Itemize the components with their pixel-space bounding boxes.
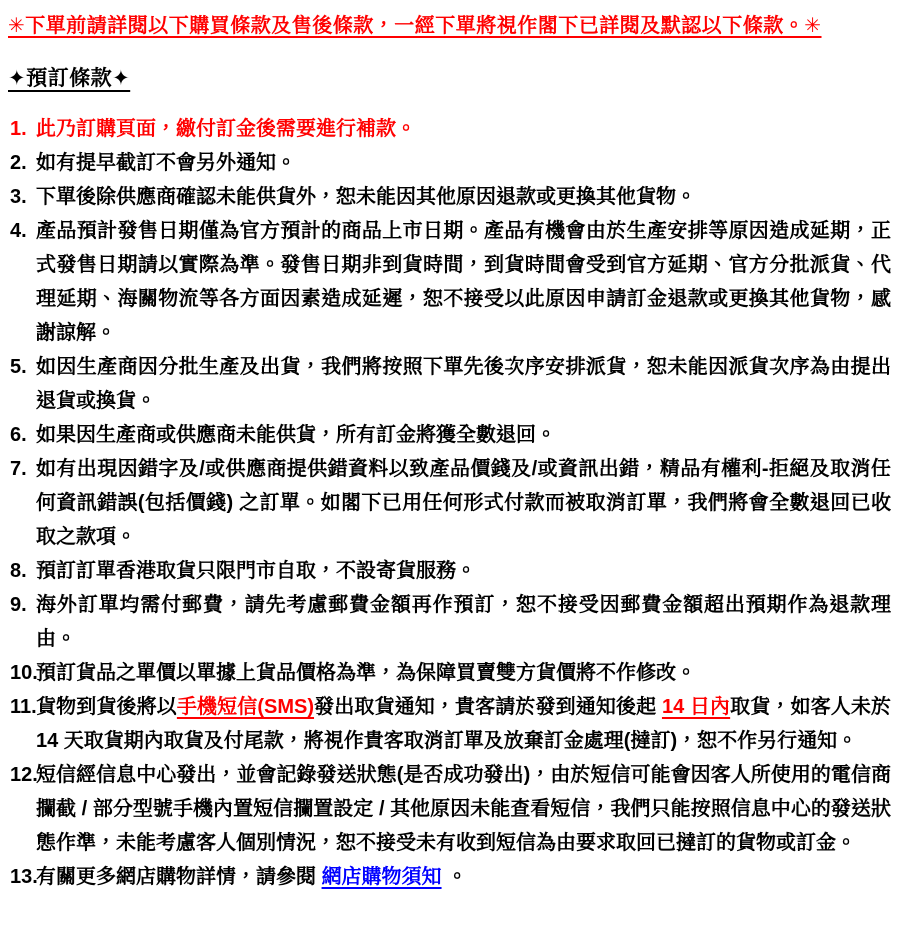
term-item — [6, 452, 891, 554]
term-item — [6, 758, 891, 860]
term-item — [6, 214, 891, 350]
term-number: 9. — [10, 594, 27, 616]
pickup-deadline-highlight: 14 日內 — [661, 696, 731, 718]
term-text — [36, 186, 696, 208]
term-text — [36, 866, 467, 888]
term-item — [6, 418, 891, 452]
term-segment: 產品預計發售日期僅為官方預計的商品上市日期。產品有機會由於生產安排等原因造成延期，正式發售日期請以實際為準。發售日期非到貨時間，到貨時間會受到官方延期、官方分批派貨、代理延期、海關物流等各方面因素造成延遲，恕不接受以此原因申請訂金退款或更換其他貨物，感謝諒解。 — [36, 220, 891, 344]
term-number: 2. — [10, 152, 27, 174]
term-text — [36, 118, 416, 140]
term-segment: 貨物到貨後將以 — [36, 696, 177, 718]
term-item — [6, 180, 891, 214]
term-segment: 。 — [441, 866, 468, 888]
sms-highlight: 手機短信(SMS) — [176, 696, 315, 718]
shop-guide-link[interactable]: 網店購物須知 — [321, 866, 442, 888]
term-segment: 取貨，如客人未於 14 天取貨期內取貨及付尾款，將視作貴客取消訂單及放棄訂金處理(撻訂)，恕不作另行通知。 — [36, 696, 892, 752]
term-segment: 如有出現因錯字及/或供應商提供錯資料以致產品價錢及/或資訊出錯，精品有權利-拒絕及取消任何資訊錯誤(包括價錢) 之訂單。如閣下已用任何形式付款而被取消訂單，我們將會全數退回已收取之款項。 — [36, 458, 891, 548]
term-text — [36, 356, 891, 412]
term-segment: 預訂訂單香港取貨只限門市自取，不設寄貨服務。 — [36, 560, 476, 582]
term-item — [6, 146, 891, 180]
term-text — [36, 764, 891, 854]
term-text — [36, 424, 556, 446]
term-number: 7. — [10, 458, 27, 480]
section-title-row — [8, 64, 891, 94]
term-text — [36, 458, 891, 548]
term-text — [36, 594, 891, 650]
term-number: 10. — [10, 662, 38, 684]
term-item — [6, 588, 891, 656]
term-item — [6, 350, 891, 418]
term-number: 13. — [10, 866, 38, 888]
term-segment: 預訂貨品之單價以單據上貨品價格為準，為保障買賣雙方貨價將不作修改。 — [36, 662, 696, 684]
term-item — [6, 860, 891, 894]
term-item — [6, 554, 891, 588]
term-segment: 發出取貨通知，貴客請於發到通知後起 — [314, 696, 662, 718]
term-text — [36, 560, 476, 582]
term-segment: 下單後除供應商確認未能供貨外，恕未能因其他原因退款或更換其他貨物。 — [36, 186, 696, 208]
term-number: 8. — [10, 560, 27, 582]
term-segment: 如因生產商因分批生產及出貨，我們將按照下單先後次序安排派貨，恕未能因派貨次序為由提出退貨或換貨。 — [36, 356, 891, 412]
term-segment: 短信經信息中心發出，並會記錄發送狀態(是否成功發出)，由於短信可能會因客人所使用的電信商攔截 / 部分型號手機內置短信攔置設定 / 其他原因未能查看短信，我們只能按照信息中心的發送狀態作準，未能考慮客人個別情況，恕不接受未有收到短信為由要求取回已撻訂的貨物或訂金。 — [36, 764, 891, 854]
term-segment: 此乃訂購頁面，繳付訂金後需要進行補款。 — [36, 118, 416, 140]
term-item — [6, 690, 891, 758]
term-segment: 如果因生產商或供應商未能供貨，所有訂金將獲全數退回。 — [36, 424, 556, 446]
term-text — [36, 152, 296, 174]
term-item — [6, 656, 891, 690]
term-segment: 如有提早截訂不會另外通知。 — [36, 152, 296, 174]
term-text — [36, 696, 891, 752]
term-segment: 有關更多網店購物詳情，請參閱 — [36, 866, 322, 888]
term-number: 6. — [10, 424, 27, 446]
term-number: 12. — [10, 764, 38, 786]
term-text — [36, 662, 696, 684]
term-number: 3. — [10, 186, 27, 208]
terms-list — [6, 112, 891, 894]
section-title: ✦預訂條款✦ — [8, 67, 131, 90]
term-number: 1. — [10, 118, 27, 140]
term-number: 5. — [10, 356, 27, 378]
term-text — [36, 220, 891, 344]
term-item — [6, 112, 891, 146]
pre-order-notice: ✳下單前請詳閱以下購買條款及售後條款，一經下單將視作閣下已詳閱及默認以下條款。✳ — [8, 15, 822, 37]
term-segment: 海外訂單均需付郵費，請先考慮郵費金額再作預訂，恕不接受因郵費金額超出預期作為退款理由。 — [36, 594, 891, 650]
term-number: 11. — [10, 696, 37, 718]
term-number: 4. — [10, 220, 27, 242]
